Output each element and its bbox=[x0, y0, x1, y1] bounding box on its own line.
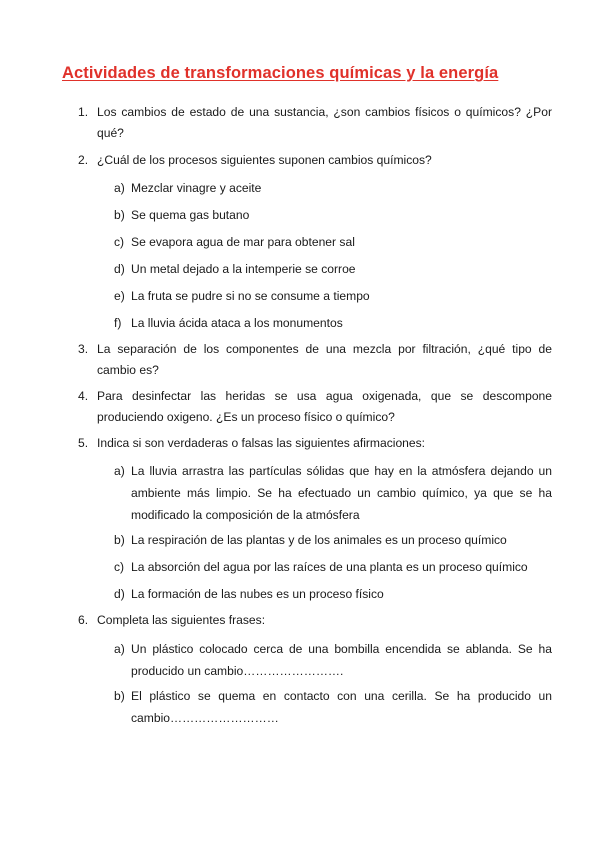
question-number: 1. bbox=[78, 105, 89, 119]
item-letter: e) bbox=[114, 289, 125, 303]
question-5-item-b bbox=[114, 529, 552, 551]
question-number: 3. bbox=[78, 342, 89, 356]
item-text: La lluvia ácida ataca a los monumentos bbox=[131, 316, 343, 330]
question-4 bbox=[78, 386, 552, 428]
question-number: 2. bbox=[78, 153, 89, 167]
item-text: Un plástico colocado cerca de una bombilla encendida se ablanda. Se ha producido un cambio……………………. bbox=[131, 642, 552, 678]
question-text: La separación de los componentes de una mezcla por filtración, ¿qué tipo de cambio es? bbox=[97, 342, 552, 377]
question-5-item-c bbox=[114, 556, 552, 578]
question-number: 4. bbox=[78, 389, 89, 403]
page-title: Actividades de transformaciones químicas y la energía bbox=[62, 64, 499, 82]
question-number: 5. bbox=[78, 436, 89, 450]
item-text: La formación de las nubes es un proceso físico bbox=[131, 587, 384, 601]
item-text: Se quema gas butano bbox=[131, 208, 250, 222]
item-letter: b) bbox=[114, 689, 125, 703]
question-2-item-e bbox=[114, 285, 552, 307]
item-letter: a) bbox=[114, 642, 125, 656]
question-text: Indica si son verdaderas o falsas las siguientes afirmaciones: bbox=[97, 436, 426, 450]
item-letter: f) bbox=[114, 316, 122, 330]
question-text: Para desinfectar las heridas se usa agua oxigenada, que se descompone produciendo oxigeno. ¿Es un proceso físico o químico? bbox=[97, 389, 552, 424]
item-text: El plástico se quema en contacto con una cerilla. Se ha producido un cambio……………………… bbox=[131, 689, 552, 725]
item-text: La absorción del agua por las raíces de una planta es un proceso químico bbox=[131, 560, 528, 574]
item-text: La lluvia arrastra las partículas sólidas que hay en la atmósfera dejando un ambiente más limpio. Se ha efectuado un cambio químico, ya que se ha modificado la composición de la atmósfera bbox=[131, 464, 552, 522]
item-letter: a) bbox=[114, 464, 125, 478]
question-6-item-a bbox=[114, 638, 552, 682]
question-text: ¿Cuál de los procesos siguientes suponen cambios químicos? bbox=[97, 153, 432, 167]
question-6-item-b bbox=[114, 685, 552, 729]
item-text: Mezclar vinagre y aceite bbox=[131, 181, 262, 195]
question-2 bbox=[78, 150, 552, 171]
item-letter: d) bbox=[114, 587, 125, 601]
item-letter: d) bbox=[114, 262, 125, 276]
question-5 bbox=[78, 433, 552, 454]
item-text: La fruta se pudre si no se consume a tiempo bbox=[131, 289, 370, 303]
question-1 bbox=[78, 102, 552, 144]
question-text: Completa las siguientes frases: bbox=[97, 613, 266, 627]
question-6 bbox=[78, 610, 552, 631]
question-2-item-d bbox=[114, 258, 552, 280]
item-letter: b) bbox=[114, 208, 125, 222]
item-letter: a) bbox=[114, 181, 125, 195]
question-text: Los cambios de estado de una sustancia, ¿son cambios físicos o químicos? ¿Por qué? bbox=[97, 105, 552, 140]
item-text: Un metal dejado a la intemperie se corroe bbox=[131, 262, 356, 276]
question-2-item-b bbox=[114, 204, 552, 226]
question-3 bbox=[78, 339, 552, 381]
item-text: Se evapora agua de mar para obtener sal bbox=[131, 235, 355, 249]
question-number: 6. bbox=[78, 613, 89, 627]
item-text: La respiración de las plantas y de los animales es un proceso químico bbox=[131, 533, 507, 547]
question-5-item-d bbox=[114, 583, 552, 605]
question-5-item-a bbox=[114, 460, 552, 526]
question-2-item-c bbox=[114, 231, 552, 253]
question-2-item-f bbox=[114, 312, 552, 334]
item-letter: c) bbox=[114, 235, 125, 249]
question-2-item-a bbox=[114, 177, 552, 199]
item-letter: c) bbox=[114, 560, 125, 574]
item-letter: b) bbox=[114, 533, 125, 547]
